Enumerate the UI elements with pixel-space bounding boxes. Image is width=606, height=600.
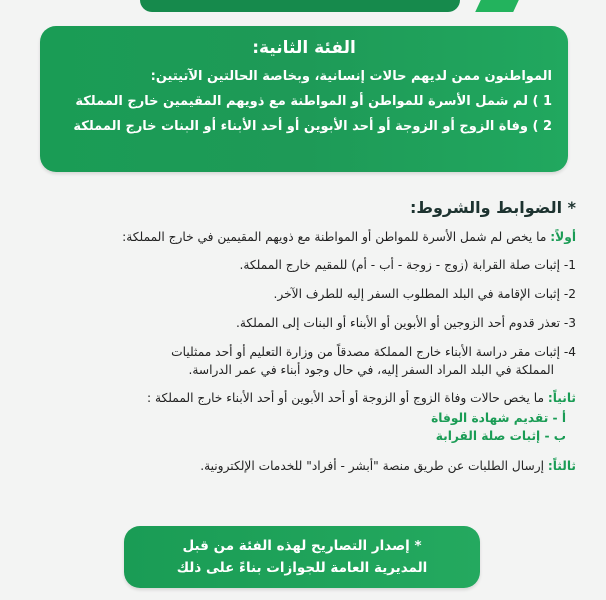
top-banner xyxy=(140,0,460,12)
first-item-1: 1- إثبات صلة القرابة (زوج - زوجة - أب - أم) للمقيم خارج المملكة. xyxy=(239,258,576,272)
category-title: الفئة الثانية: xyxy=(252,38,356,58)
banner-accent xyxy=(475,0,519,12)
rules-title: * الضوابط والشروط: xyxy=(409,198,576,217)
third-label: ثالثاً: xyxy=(547,459,576,473)
second-text: ما يخص حالات وفاة الزوج أو الزوجة أو أحد الأبوين أو أحد الأبناء خارج المملكة : xyxy=(147,391,548,405)
category-box xyxy=(40,26,568,172)
second-label: ثانياً: xyxy=(547,391,576,405)
rules-section xyxy=(16,228,576,475)
third-text: إرسال الطلبات عن طريق منصة "أبشر - أفراد" للخدمات الإلكترونية. xyxy=(200,459,548,473)
first-item-4-cont: المملكة في البلد المراد السفر إليه، في حال وجود أبناء في عمر الدراسة. xyxy=(188,363,554,377)
first-item-2: 2- إثبات الإقامة في البلد المطلوب السفر إليه للطرف الآخر. xyxy=(273,287,576,301)
first-label: أولاً: xyxy=(550,230,576,244)
second-item-b: ب - إثبات صلة القرابة xyxy=(435,429,566,443)
category-case-2: 2 ) وفاة الزوج أو الزوجة أو أحد الأبوين أو أحد الأبناء أو البنات خارج المملكة xyxy=(73,119,552,134)
footer-line-1: * إصدار التصاريح لهذه الفئة من قبل xyxy=(182,538,422,554)
first-text: ما يخص لم شمل الأسرة للمواطن أو المواطنة مع ذويهم المقيمين في خارج المملكة: xyxy=(122,230,551,244)
third-heading xyxy=(16,457,576,475)
category-subtitle: المواطنون ممن لديهم حالات إنسانية، وبخاصة الحالتين الآتيتين: xyxy=(150,69,552,84)
first-item-3: 3- تعذر قدوم أحد الزوجين أو الأبوين أو الأبناء أو البنات إلى المملكة. xyxy=(236,316,576,330)
second-item-a: أ - تقديم شهادة الوفاة xyxy=(431,411,566,425)
footer-line-2: المديرية العامة للجوازات بناءً على ذلك xyxy=(176,560,428,576)
footer-note xyxy=(124,526,480,588)
second-heading xyxy=(16,389,576,407)
first-heading xyxy=(16,228,576,246)
first-item-4: 4- إثبات مقر دراسة الأبناء خارج المملكة مصدقاً من وزارة التعليم أو أحد ممثليات xyxy=(171,345,576,359)
category-case-1: 1 ) لم شمل الأسرة للمواطن أو المواطنة مع ذويهم المقيمين خارج المملكة xyxy=(75,94,552,109)
